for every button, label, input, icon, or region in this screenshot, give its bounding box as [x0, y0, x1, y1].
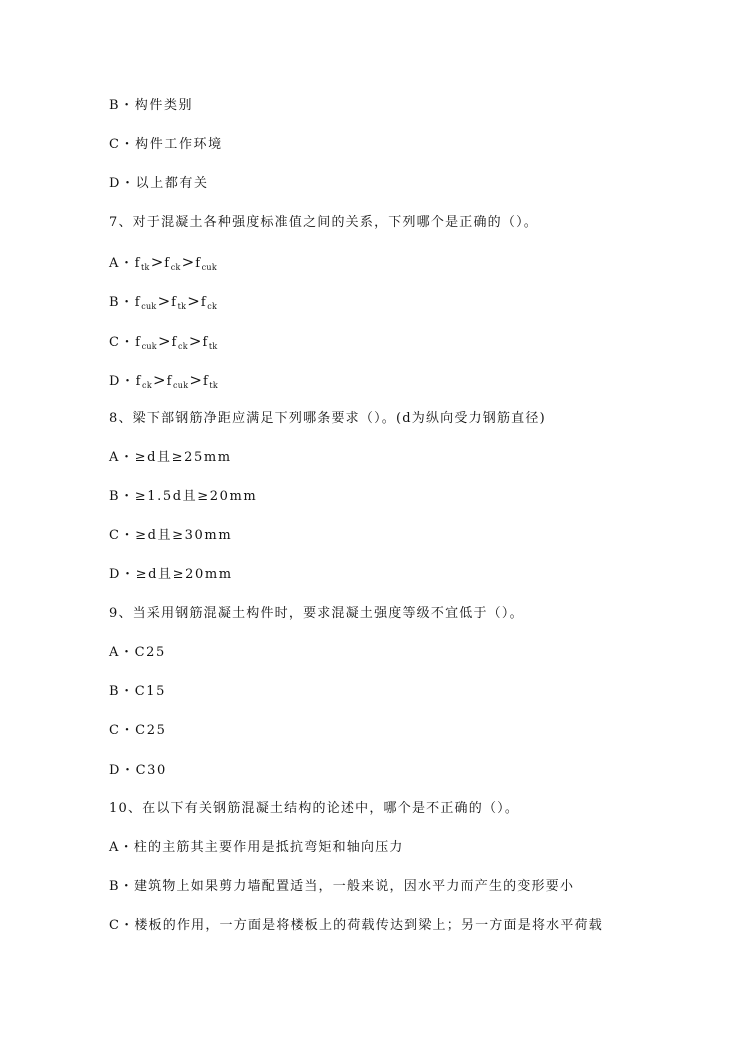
- q6-option-c: C・构件工作环境: [109, 137, 223, 152]
- f-symbol: f: [202, 374, 210, 389]
- greater-than-sign: >: [152, 371, 166, 389]
- q7-option-c: [109, 332, 218, 356]
- f-symbol: f: [171, 295, 178, 310]
- f-symbol: f: [166, 374, 173, 389]
- subscript: tk: [141, 263, 150, 272]
- q9-question: 9、当采用钢筋混凝土构件时，要求混凝土强度等级不宜低于（）。: [109, 606, 524, 621]
- f-symbol: f: [135, 374, 143, 389]
- greater-than-sign: >: [188, 332, 202, 350]
- q9-option-b: B・C15: [109, 684, 167, 699]
- subscript: ck: [142, 381, 152, 390]
- subscript: cuk: [172, 381, 189, 390]
- q10-option-c: C・楼板的作用，一方面是将楼板上的荷载传达到梁上；另一方面是将水平荷载: [109, 918, 603, 933]
- f-symbol: f: [200, 295, 208, 310]
- option-prefix: C・: [109, 335, 136, 350]
- q7-option-b: [109, 292, 217, 316]
- greater-than-sign: >: [157, 292, 171, 310]
- subscript: tk: [208, 342, 218, 351]
- f-symbol: f: [195, 256, 202, 271]
- greater-than-sign: >: [181, 253, 195, 271]
- f-symbol: f: [202, 335, 209, 350]
- q9-option-d: D・C30: [109, 763, 167, 778]
- option-prefix: D・: [109, 374, 136, 389]
- q9-option-a: A・C25: [109, 645, 166, 660]
- q8-option-a: A・≥d且≥25mm: [109, 450, 232, 465]
- q7-question: 7、对于混凝土各种强度标准值之间的关系，下列哪个是正确的（）。: [109, 215, 538, 230]
- q8-question: 8、梁下部钢筋净距应满足下列哪条要求（）。(d为纵向受力钢筋直径): [109, 411, 546, 426]
- option-prefix: A・: [109, 256, 135, 271]
- subscript: cuk: [141, 342, 157, 351]
- q8-option-d: D・≥d且≥20mm: [109, 567, 233, 582]
- q9-option-c: C・C25: [109, 723, 167, 738]
- f-symbol: f: [164, 256, 171, 271]
- f-symbol: f: [134, 256, 142, 271]
- q7-option-d: [109, 371, 218, 395]
- q7-option-a: [109, 253, 217, 277]
- q10-option-a: A・柱的主筋其主要作用是抵抗弯矩和轴向压力: [109, 840, 404, 855]
- subscript: cuk: [141, 302, 157, 311]
- q8-option-b: B・≥1.5d且≥20mm: [109, 489, 258, 504]
- q6-option-b: B・构件类别: [109, 98, 194, 113]
- greater-than-sign: >: [157, 332, 171, 350]
- subscript: ck: [170, 263, 181, 272]
- greater-than-sign: >: [187, 292, 200, 310]
- subscript: cuk: [201, 263, 218, 272]
- subscript: ck: [177, 342, 188, 351]
- subscript: tk: [177, 302, 187, 311]
- option-prefix: B・: [109, 295, 135, 310]
- greater-than-sign: >: [189, 371, 202, 389]
- q10-question: 10、在以下有关钢筋混凝土结构的论述中，哪个是不正确的（）。: [109, 801, 520, 816]
- q6-option-d: D・以上都有关: [109, 176, 209, 191]
- subscript: ck: [207, 302, 218, 311]
- f-symbol: f: [134, 295, 142, 310]
- subscript: tk: [209, 381, 219, 390]
- f-symbol: f: [135, 335, 142, 350]
- q10-option-b: B・建筑物上如果剪力墙配置适当，一般来说，因水平力而产生的变形要小: [109, 879, 575, 894]
- greater-than-sign: >: [150, 253, 164, 271]
- q8-option-c: C・≥d且≥30mm: [109, 528, 233, 543]
- f-symbol: f: [171, 335, 178, 350]
